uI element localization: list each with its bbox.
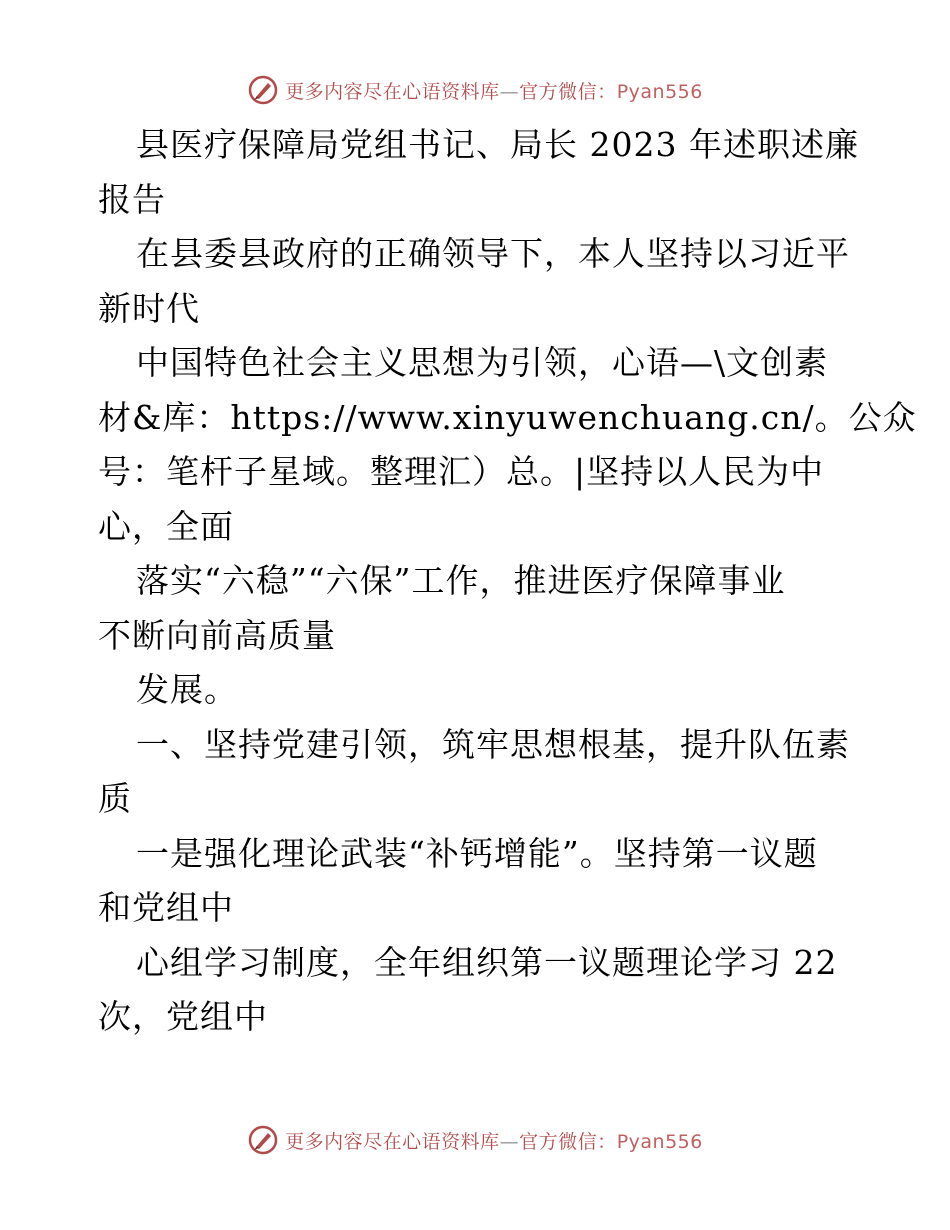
quill-pen-logo-icon xyxy=(247,74,279,106)
document-line: 材&库：https://www.xinyuwenchuang.cn/。公众 xyxy=(98,397,917,437)
document-line: 中国特色社会主义思想为引领，心语—\文创素 xyxy=(136,343,829,382)
document-body xyxy=(98,118,917,1045)
document-line: 号：笔杆子星域。整理汇）总。|坚持以人民为中 xyxy=(98,452,825,491)
document-line: 落实“六稳”“六保”工作，推进医疗保障事业 xyxy=(136,561,786,600)
document-line: 一是强化理论武装“补钙增能”。坚持第一议题 xyxy=(136,833,818,873)
quill-pen-logo-icon xyxy=(247,1124,279,1156)
document-line: 一、坚持党建引领，筑牢思想根基，提升队伍素 xyxy=(136,724,850,764)
document-line: 次，党组中 xyxy=(98,997,268,1036)
document-line: 发展。 xyxy=(136,670,238,709)
document-line: 心组学习制度，全年组织第一议题理论学习 22 xyxy=(136,942,838,982)
watermark-text: 更多内容尽在心语资料库—官方微信：Pyan556 xyxy=(285,80,703,103)
footer-watermark xyxy=(0,1120,950,1160)
document-line: 新时代 xyxy=(98,288,200,328)
document-line: 县医疗保障局党组书记、局长 2023 年述职述廉 xyxy=(136,125,859,164)
document-line: 质 xyxy=(98,779,132,818)
document-line: 不断向前高质量 xyxy=(98,615,336,655)
watermark-text: 更多内容尽在心语资料库—官方微信：Pyan556 xyxy=(285,1130,703,1153)
document-line: 报告 xyxy=(98,179,166,219)
document-line: 和党组中 xyxy=(98,888,234,927)
document-line: 心，全面 xyxy=(98,506,234,546)
header-watermark xyxy=(0,70,950,110)
document-line: 在县委县政府的正确领导下，本人坚持以习近平 xyxy=(136,234,850,273)
